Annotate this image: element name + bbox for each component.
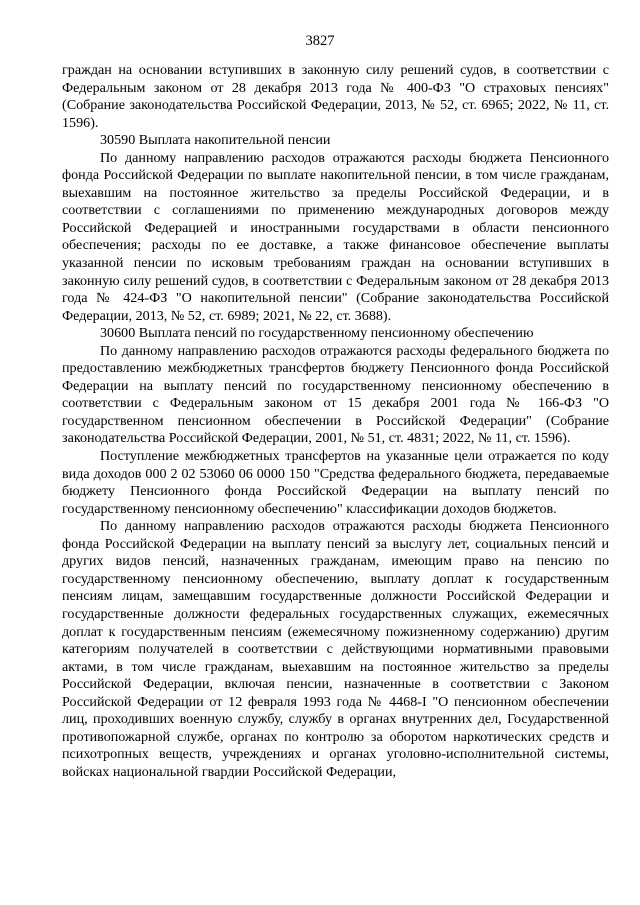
paragraph-30600-body: По данному направлению расходов отражаются расходы федерального бюджета по предоставлению межбюджетных трансфертов бюджету Пенсионного фонда Российской Федерации на выплату пенсий по государственному пенсионному обеспечению в соответствии с Федеральным законом от 15 декабря 2001 года № 166-ФЗ "О государственном пенсионном обеспечении в Российской Федерации" (Собрание законодательства Российской Федерации, 2001, № 51, ст. 4831; 2022, № 11, ст. 1596). [62,342,609,447]
paragraph-transfers-income-code: Поступление межбюджетных трансфертов на указанные цели отражается по коду вида доходов 000 2 02 53060 06 0000 150 "Средства федерального бюджета, передаваемые бюджету Пенсионного фонда Российской Федерации на выплату пенсий по государственному пенсионному обеспечению" классификации доходов бюджетов. [62,448,609,517]
page-number: 3827 [305,33,335,49]
section-heading-30590: 30590 Выплата накопительной пенсии [100,132,331,149]
paragraph-30590-body: По данному направлению расходов отражаются расходы бюджета Пенсионного фонда Российской Федерации по выплате накопительной пенсии, в том числе гражданам, выехавшим на постоянное жительство за пределы Российской Федерации, и в соответствии с соглашениями по применению международных договоров между Российской Федерацией и иностранными государствами в области пенсионного обеспечения; расходы по ее доставке, а также финансовое обеспечение выплаты указанной пенсии по исковым требованиям граждан на основании вступивших в законную силу решений судов, в соответствии с Федеральным законом от 28 декабря 2013 года № 424-ФЗ "О накопительной пенсии" (Собрание законодательства Российской Федерации, 2013, № 52, ст. 6989; 2021, № 22, ст. 3688). [62,149,609,324]
paragraph-pension-fund-expenses: По данному направлению расходов отражаются расходы бюджета Пенсионного фонда Российской Федерации на выплату пенсий за выслугу лет, социальных пенсий и других видов пенсий, назначенных гражданам, имеющим право на пенсию по государственному пенсионному обеспечению, выплату доплат к государственным пенсиям лицам, замещавшим государственные должности Российской Федерации и государственные должности федеральных государственных служащих, ежемесячных доплат к государственным пенсиям (ежемесячному пожизненному содержанию) другим категориям получателей в соответствии с действующими нормативными правовыми актами, в том числе гражданам, выехавшим на постоянное жительство за пределы Российской Федерации, включая пенсии, назначенные в соответствии с Законом Российской Федерации от 12 февраля 1993 года № 4468-I "О пенсионном обеспечении лиц, проходивших военную службу, службу в органах внутренних дел, Государственной противопожарной службе, органах по контролю за оборотом наркотических средств и психотропных веществ, учреждениях и органах уголовно-исполнительной системы, войсках национальной гвардии Российской Федерации, [62,518,609,780]
document-body [62,62,609,781]
paragraph-continuation: граждан на основании вступивших в законную силу решений судов, в соответствии с Федеральным законом от 28 декабря 2013 года № 400-ФЗ "О страховых пенсиях" (Собрание законодательства Российской Федерации, 2013, № 52, ст. 6965; 2022, № 11, ст. 1596). [62,62,609,131]
section-heading-30600: 30600 Выплата пенсий по государственному пенсионному обеспечению [100,325,534,342]
